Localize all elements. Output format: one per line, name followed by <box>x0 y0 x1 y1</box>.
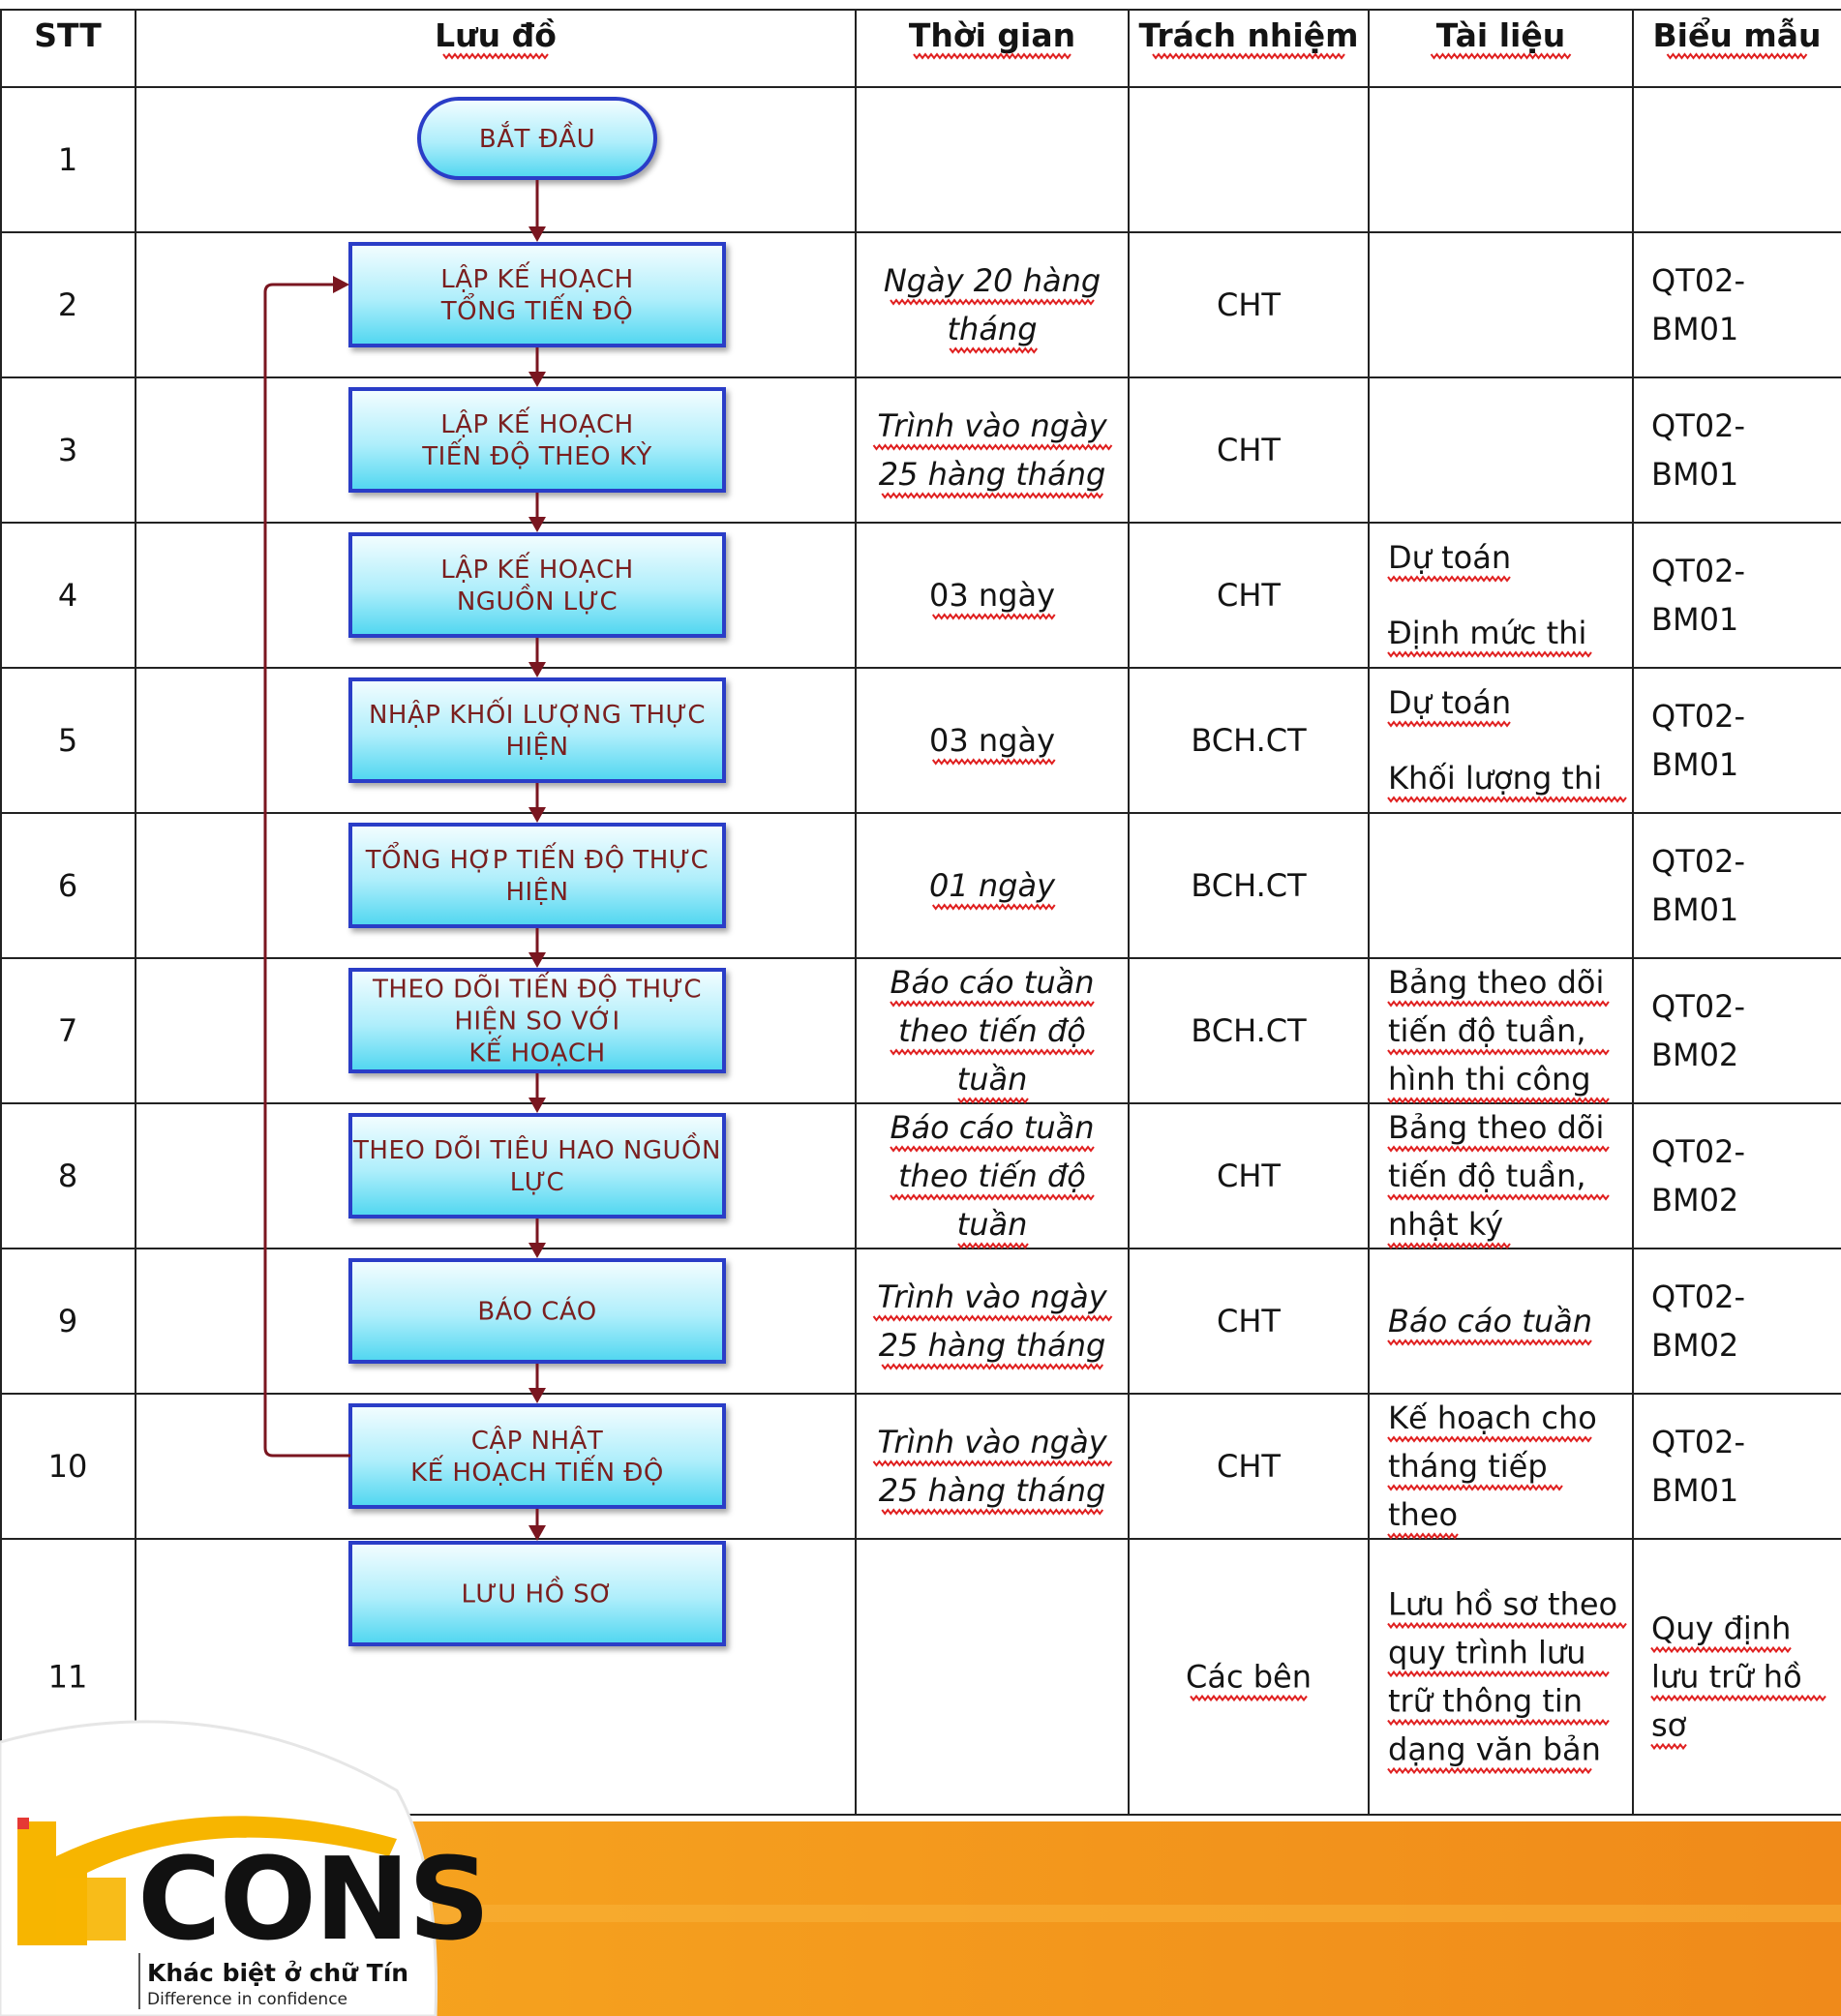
document-cell: Dự toán <box>1388 539 1512 576</box>
spellcheck-underline <box>950 348 1037 352</box>
spellcheck-underline <box>890 300 1094 304</box>
column-header: Lưu đồ <box>435 16 557 54</box>
document-cell: Báo cáo tuần <box>1388 1303 1592 1339</box>
form-cell: sơ <box>1651 1706 1687 1744</box>
time-cell: Trình vào ngày <box>877 407 1107 444</box>
document-cell: Dự toán <box>1388 684 1512 721</box>
responsibility-cell: Các bên <box>1186 1658 1312 1696</box>
arrowhead <box>528 226 546 242</box>
flow-step-box <box>350 825 724 926</box>
form-cell: BM01 <box>1651 601 1739 638</box>
spellcheck-underline <box>1388 722 1510 726</box>
time-cell: tuần <box>956 1061 1028 1098</box>
spellcheck-underline <box>882 494 1102 497</box>
arrowhead <box>333 276 349 293</box>
document-cell: Bảng theo dõi <box>1388 1109 1605 1146</box>
column-header: Biểu mẫu <box>1652 16 1822 54</box>
form-cell: BM02 <box>1651 1182 1739 1219</box>
flow-step-label: LẬP KẾ HOẠCH <box>440 410 634 439</box>
row-number: 10 <box>47 1448 88 1485</box>
flow-step-label: NGUỒN LỰC <box>456 587 619 617</box>
spellcheck-underline <box>933 905 1055 909</box>
flow-step-box <box>350 244 724 346</box>
spellcheck-underline <box>1153 54 1344 58</box>
row-number: 1 <box>57 141 78 178</box>
responsibility-cell: BCH.CT <box>1191 867 1307 904</box>
process-box <box>350 1405 724 1507</box>
column-header: Trách nhiệm <box>1138 16 1359 54</box>
document-cell: hình thi công <box>1388 1061 1591 1098</box>
flow-step-label: KẾ HOẠCH <box>468 1038 606 1068</box>
flow-step-box <box>419 99 655 178</box>
time-cell: theo tiến độ <box>898 1158 1086 1194</box>
spellcheck-underline <box>1651 1745 1686 1749</box>
flow-step-label: THEO DÕI TIÊU HAO NGUỒN <box>353 1136 721 1165</box>
spellcheck-underline <box>958 1244 1028 1248</box>
flowchart <box>265 99 724 1644</box>
table-row <box>58 407 1745 497</box>
flow-step-box <box>350 1405 724 1507</box>
spellcheck-underline <box>933 615 1055 618</box>
flow-step-label: THEO DÕI TIẾN ĐỘ THỰC <box>373 975 702 1005</box>
responsibility-cell: CHT <box>1217 577 1281 614</box>
document-cell: Bảng theo dõi <box>1388 964 1605 1001</box>
spellcheck-underline <box>1388 1437 1591 1441</box>
spellcheck-underline <box>1388 1721 1609 1725</box>
document-cell: Khối lượng thi <box>1388 760 1603 797</box>
document-cell: quy trình lưu <box>1388 1634 1586 1671</box>
spellcheck-underline <box>1388 1002 1609 1006</box>
table-row <box>48 1586 1826 1773</box>
document-cell: Kế hoạch cho <box>1388 1399 1597 1436</box>
spellcheck-underline <box>1651 1648 1791 1652</box>
feedback-loop-arrow <box>265 285 350 1456</box>
document-cell: Lưu hồ sơ theo <box>1388 1585 1618 1623</box>
table-row <box>58 1109 1745 1248</box>
row-number: 7 <box>57 1012 78 1049</box>
document-cell: nhật ký <box>1388 1206 1504 1243</box>
arrowhead <box>528 1388 546 1403</box>
time-cell: Trình vào ngày <box>877 1279 1107 1315</box>
arrowhead <box>528 372 546 387</box>
flow-step-label: BẮT ĐẦU <box>478 125 596 154</box>
spellcheck-underline <box>1388 1672 1609 1676</box>
table-header <box>34 15 1821 58</box>
spellcheck-underline <box>882 1510 1102 1514</box>
time-cell: theo tiến độ <box>898 1012 1086 1049</box>
form-cell: BM01 <box>1651 311 1739 347</box>
table-row <box>58 964 1745 1102</box>
document-cell: theo <box>1388 1496 1459 1533</box>
spellcheck-underline <box>890 1050 1094 1054</box>
table-row <box>48 1399 1745 1538</box>
form-cell: Quy định <box>1651 1610 1792 1647</box>
form-cell: QT02- <box>1651 262 1745 299</box>
form-cell: QT02- <box>1651 407 1745 444</box>
table-row <box>58 1279 1745 1369</box>
row-number: 5 <box>57 722 78 759</box>
table-row <box>58 843 1745 928</box>
form-cell: BM01 <box>1651 746 1739 783</box>
spellcheck-underline <box>1388 1486 1562 1489</box>
spellcheck-underline <box>874 1461 1112 1465</box>
document-cell: tháng tiếp <box>1388 1448 1548 1485</box>
responsibility-cell: BCH.CT <box>1191 1012 1307 1049</box>
arrowhead <box>528 952 546 968</box>
form-cell: BM01 <box>1651 456 1739 493</box>
spellcheck-underline <box>914 54 1071 58</box>
arrowhead <box>528 1243 546 1258</box>
row-number: 4 <box>57 577 78 614</box>
spellcheck-underline <box>1388 652 1591 656</box>
form-cell: BM02 <box>1651 1037 1739 1073</box>
document-cell: dạng văn bản <box>1388 1730 1601 1768</box>
spellcheck-underline <box>1388 1769 1591 1773</box>
spellcheck-underline <box>874 445 1112 449</box>
row-number: 9 <box>57 1303 78 1339</box>
row-number: 8 <box>57 1158 78 1194</box>
responsibility-cell: CHT <box>1217 1303 1281 1339</box>
orange-banner-band <box>290 1905 1841 1922</box>
table-row <box>58 141 77 178</box>
row-number: 11 <box>47 1658 88 1696</box>
spellcheck-underline <box>1388 1147 1609 1151</box>
spellcheck-underline <box>874 1316 1112 1320</box>
form-cell: BM01 <box>1651 1472 1739 1509</box>
time-cell: tuần <box>956 1206 1028 1243</box>
document-cell: Định mức thi <box>1388 615 1587 651</box>
time-cell: 25 hàng tháng <box>878 1327 1106 1364</box>
flow-step-box <box>350 679 724 781</box>
flow-step-box <box>350 970 724 1071</box>
table-row <box>58 539 1745 656</box>
column-header: Thời gian <box>908 16 1076 54</box>
form-cell: QT02- <box>1651 1133 1745 1170</box>
spellcheck-underline <box>1668 54 1807 58</box>
table-rows <box>48 141 1826 1773</box>
time-cell: tháng <box>947 311 1038 347</box>
time-cell: Báo cáo tuần <box>890 964 1095 1001</box>
form-cell: QT02- <box>1651 698 1745 735</box>
spellcheck-underline <box>1388 797 1626 801</box>
spellcheck-underline <box>1432 54 1571 58</box>
time-cell: Ngày 20 hàng <box>883 262 1102 299</box>
column-header: Tài liệu <box>1435 16 1566 54</box>
spellcheck-underline <box>1388 1624 1626 1628</box>
process-box <box>350 389 724 491</box>
table-row <box>58 684 1745 801</box>
row-number: 3 <box>57 432 78 468</box>
spellcheck-underline <box>882 1365 1102 1369</box>
flow-step-label: TỔNG HỢP TIẾN ĐỘ THỰC <box>365 846 709 875</box>
process-box <box>350 244 724 346</box>
time-cell: 25 hàng tháng <box>878 456 1106 493</box>
flow-step-label: LẬP KẾ HOẠCH <box>440 556 634 585</box>
arrowhead <box>528 1098 546 1113</box>
spellcheck-underline <box>1388 1534 1458 1538</box>
flow-step-box <box>350 1260 724 1362</box>
logo-tagline: Khác biệt ở chữ Tín <box>147 1959 409 1987</box>
process-box <box>350 679 724 781</box>
arrowhead <box>528 662 546 677</box>
form-cell: QT02- <box>1651 1279 1745 1315</box>
spellcheck-underline <box>1388 1098 1609 1102</box>
row-number: 2 <box>57 286 78 323</box>
flow-step-box <box>350 1543 724 1644</box>
spellcheck-underline <box>1388 1050 1609 1054</box>
flow-step-box <box>350 534 724 636</box>
spellcheck-underline <box>958 1098 1028 1102</box>
responsibility-cell: CHT <box>1217 1158 1281 1194</box>
logo-brand-text: CONS <box>137 1832 489 1966</box>
spellcheck-underline <box>1388 1244 1510 1248</box>
spellcheck-underline <box>1388 1340 1591 1344</box>
responsibility-cell: CHT <box>1217 1448 1281 1485</box>
document-cell: tiến độ tuần, <box>1388 1158 1586 1194</box>
spellcheck-underline <box>1388 1195 1609 1199</box>
flow-step-label: KẾ HOẠCH TIẾN ĐỘ <box>410 1459 664 1488</box>
form-cell: QT02- <box>1651 1424 1745 1460</box>
document-cell: tiến độ tuần, <box>1388 1012 1586 1049</box>
flow-step-label: TỔNG TIẾN ĐỘ <box>440 297 634 326</box>
form-cell: QT02- <box>1651 553 1745 589</box>
flow-step-label: LỰC <box>509 1168 565 1197</box>
flow-step-label: NHẬP KHỐI LƯỢNG THỰC <box>368 701 707 730</box>
logo-subtitle: Difference in confidence <box>147 1990 348 2009</box>
flow-step-label: CẬP NHẬT <box>470 1427 604 1456</box>
column-header: STT <box>34 16 102 54</box>
table-row <box>58 262 1745 352</box>
flow-step-label: TIẾN ĐỘ THEO KỲ <box>422 442 652 471</box>
flow-step-box <box>350 1115 724 1217</box>
spellcheck-underline <box>890 1195 1094 1199</box>
form-cell: lưu trữ hồ <box>1651 1658 1802 1696</box>
spellcheck-underline <box>1191 1697 1307 1700</box>
form-cell: BM01 <box>1651 891 1739 928</box>
flow-step-label: HIỆN <box>505 878 569 907</box>
spellcheck-underline <box>933 760 1055 764</box>
spellcheck-underline <box>1388 577 1510 581</box>
time-cell: 01 ngày <box>928 867 1056 904</box>
responsibility-cell: CHT <box>1217 286 1281 323</box>
flow-step-label: LẬP KẾ HOẠCH <box>440 265 634 294</box>
flow-step-label: HIỆN SO VỚI <box>454 1007 620 1037</box>
time-cell: 03 ngày <box>928 722 1056 759</box>
spellcheck-underline <box>890 1002 1094 1006</box>
form-cell: QT02- <box>1651 988 1745 1025</box>
responsibility-cell: BCH.CT <box>1191 722 1307 759</box>
process-box <box>350 534 724 636</box>
document-cell: trữ thông tin <box>1388 1682 1584 1720</box>
time-cell: Báo cáo tuần <box>890 1109 1095 1146</box>
process-box <box>350 1115 724 1217</box>
spellcheck-underline <box>890 1147 1094 1151</box>
row-number: 6 <box>57 867 78 904</box>
flow-step-box <box>350 389 724 491</box>
flow-step-label: BÁO CÁO <box>477 1297 597 1327</box>
spellcheck-underline <box>443 54 548 58</box>
responsibility-cell: CHT <box>1217 432 1281 468</box>
spellcheck-underline <box>1651 1697 1826 1700</box>
arrowhead <box>528 517 546 532</box>
flow-step-label: LƯU HỒ SƠ <box>461 1580 614 1610</box>
time-cell: 25 hàng tháng <box>878 1472 1106 1509</box>
time-cell: Trình vào ngày <box>877 1424 1107 1460</box>
arrowhead <box>528 807 546 823</box>
process-box <box>350 825 724 926</box>
flow-step-label: HIỆN <box>505 733 569 762</box>
time-cell: 03 ngày <box>928 577 1056 614</box>
form-cell: QT02- <box>1651 843 1745 880</box>
form-cell: BM02 <box>1651 1327 1739 1364</box>
